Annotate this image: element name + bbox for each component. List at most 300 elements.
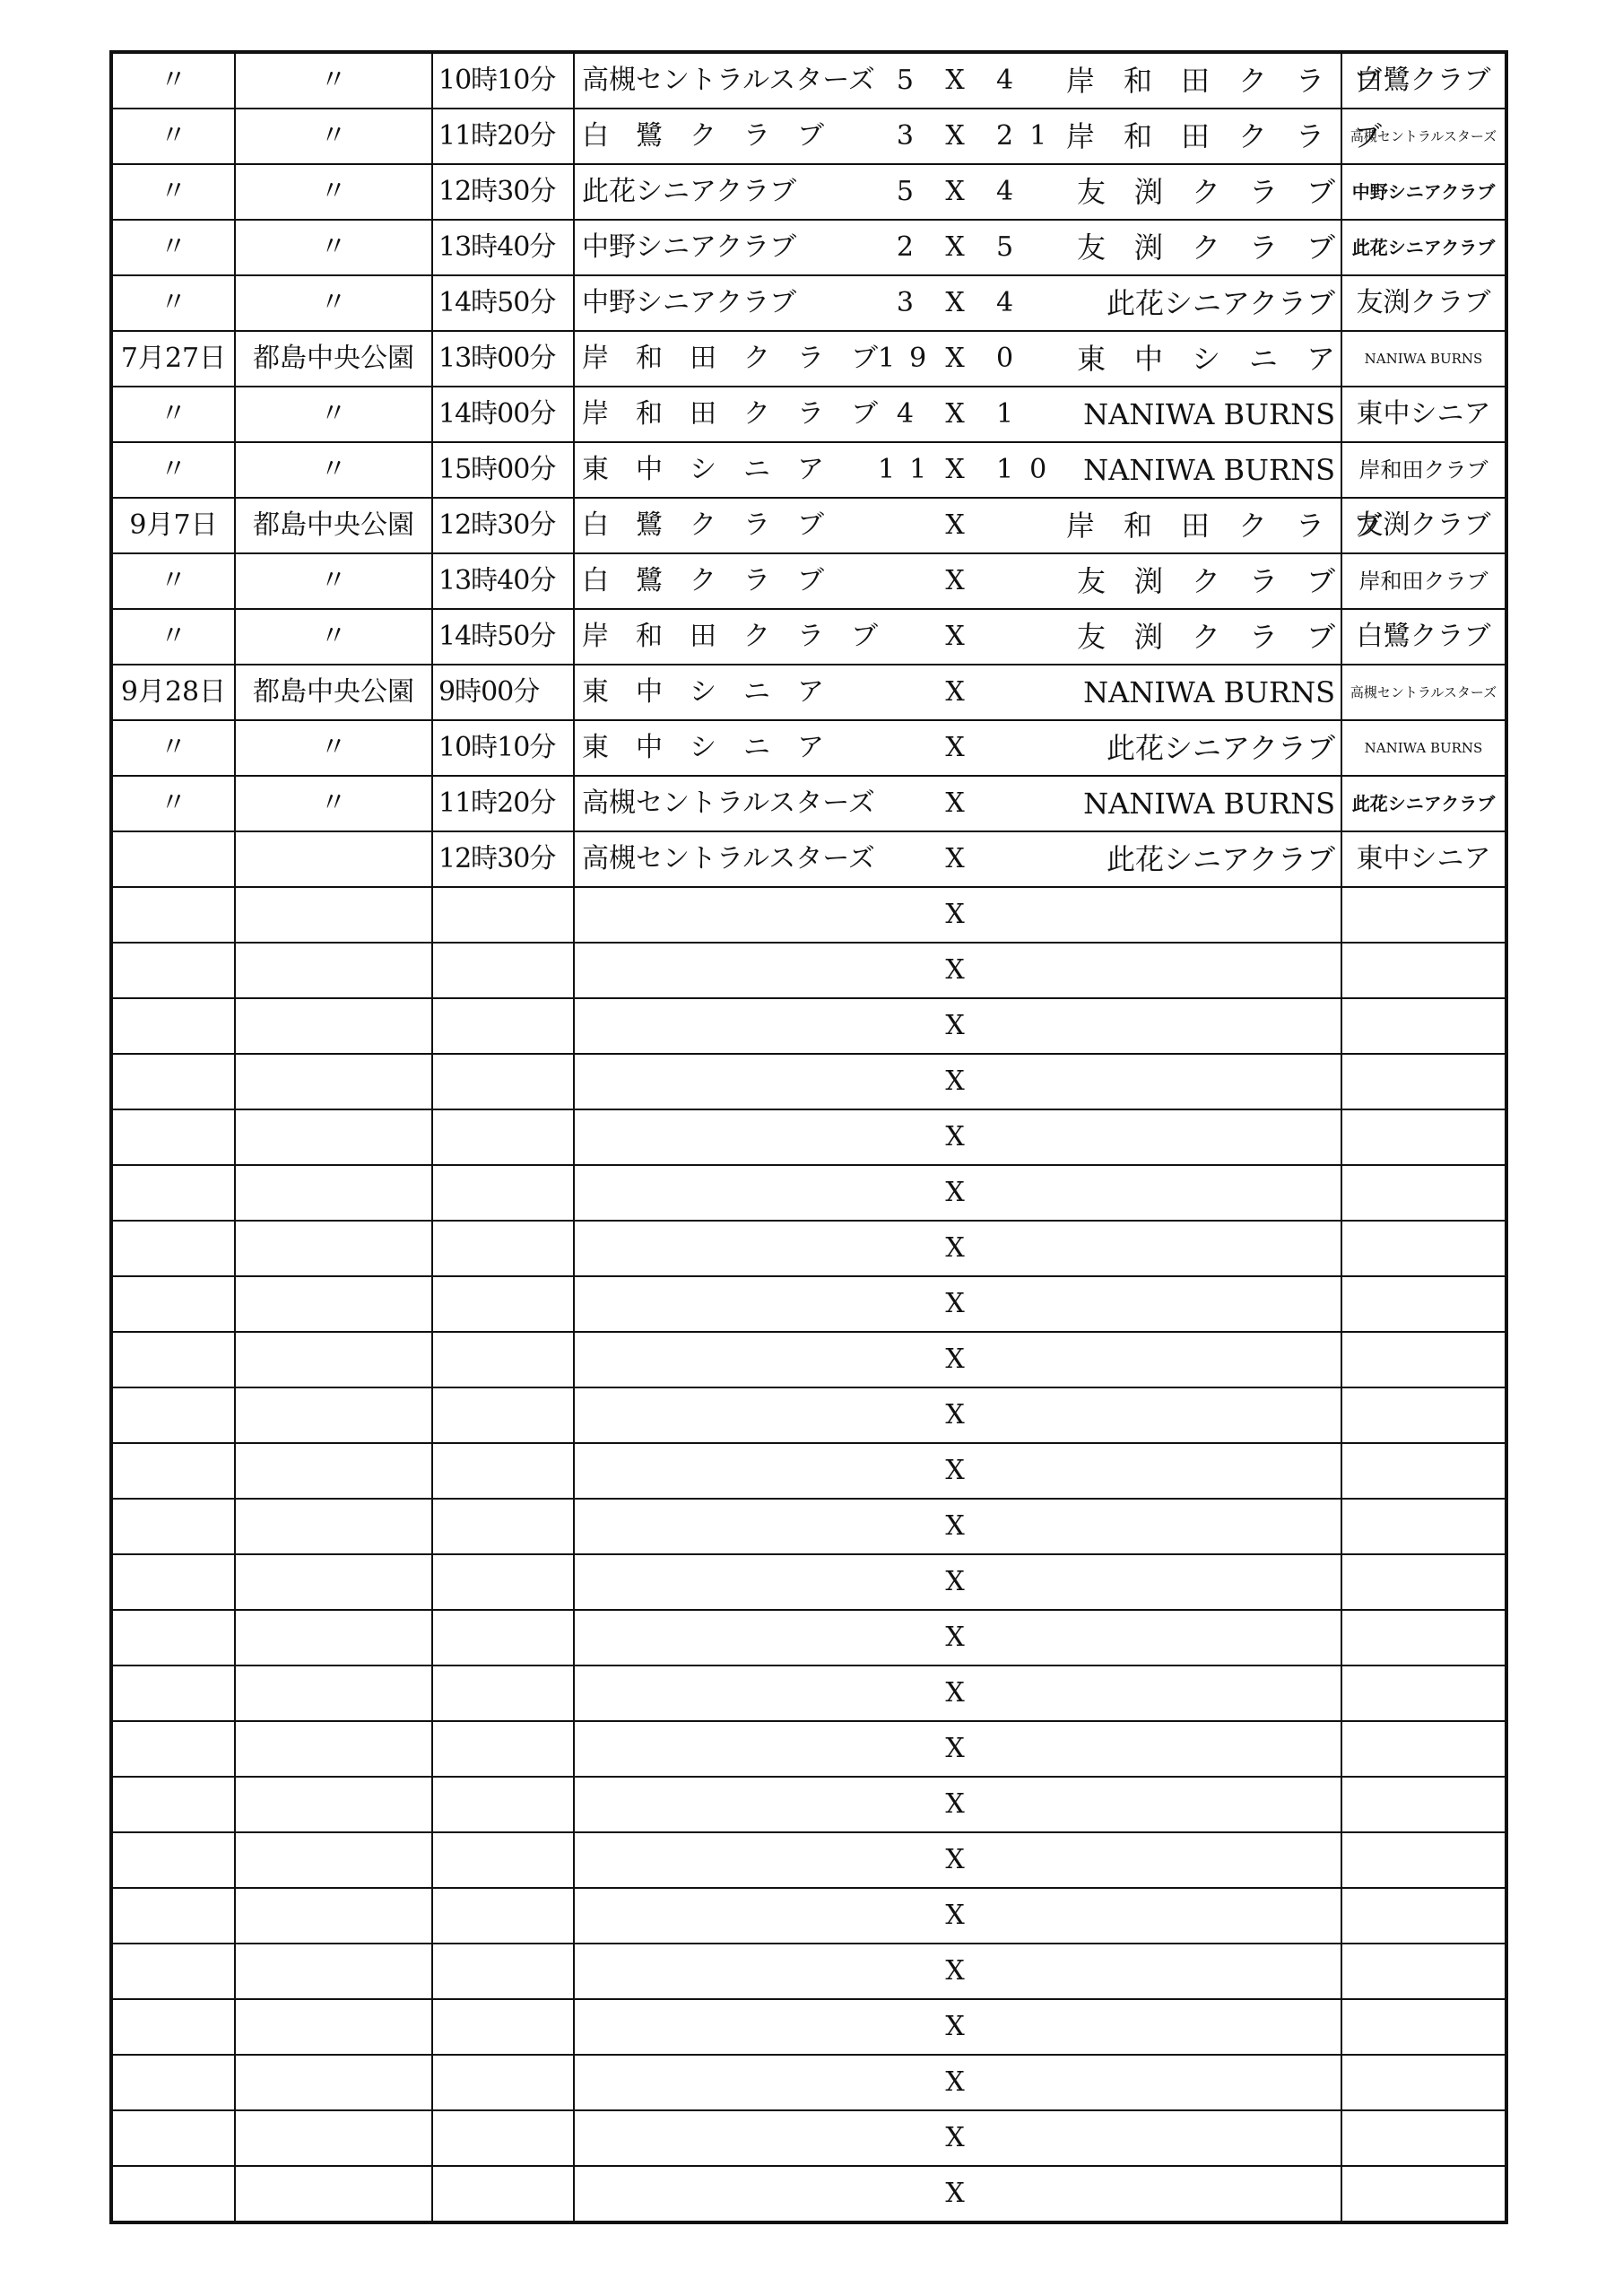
versus-mark: X bbox=[945, 1177, 965, 1208]
table-row bbox=[111, 2166, 1506, 2222]
away-team: NANIWA BURNS bbox=[1083, 675, 1335, 709]
time-cell: 14時50分 bbox=[432, 275, 574, 331]
time-cell: 9時00分 bbox=[432, 665, 574, 720]
venue-cell: 都島中央公園 bbox=[235, 498, 432, 553]
time-cell: 11時20分 bbox=[432, 109, 574, 164]
away-team: NANIWA BURNS bbox=[1083, 787, 1335, 821]
away-team: 此花シニアクラブ bbox=[1106, 731, 1335, 765]
match-cell bbox=[574, 331, 1341, 387]
away-score: 1 bbox=[996, 398, 1030, 430]
home-team: 高槻セントラルスターズ bbox=[582, 787, 875, 819]
time-cell bbox=[432, 1499, 574, 1554]
table-row bbox=[111, 1888, 1506, 1944]
referee-cell: NANIWA BURNS bbox=[1341, 331, 1506, 387]
table-row bbox=[111, 720, 1506, 776]
referee-cell bbox=[1341, 1777, 1506, 1832]
referee-cell bbox=[1341, 1499, 1506, 1554]
home-team: 岸 和 田 ク ラ ブ bbox=[582, 343, 878, 374]
referee-cell: 高槻セントラルスターズ bbox=[1341, 109, 1506, 164]
date-cell: 〃 bbox=[111, 776, 235, 831]
time-cell: 14時00分 bbox=[432, 387, 574, 442]
table-row bbox=[111, 887, 1506, 943]
date-cell bbox=[111, 1387, 235, 1443]
venue-cell: 都島中央公園 bbox=[235, 665, 432, 720]
match-cell bbox=[574, 498, 1383, 553]
match-cell bbox=[574, 1944, 1341, 1999]
match-cell bbox=[574, 1332, 1341, 1387]
versus-mark: X bbox=[945, 1399, 965, 1431]
time-cell: 13時40分 bbox=[432, 553, 574, 609]
referee-cell: 友渕クラブ bbox=[1341, 498, 1506, 553]
versus-mark: X bbox=[945, 1344, 965, 1375]
home-score: 4 bbox=[896, 398, 928, 430]
date-cell bbox=[111, 887, 235, 943]
venue-cell bbox=[235, 1999, 432, 2055]
versus-mark: X bbox=[945, 1121, 965, 1152]
versus-mark: X bbox=[945, 2122, 965, 2153]
date-cell bbox=[111, 1721, 235, 1777]
match-cell bbox=[574, 1109, 1341, 1165]
versus-mark: X bbox=[945, 120, 965, 152]
table-row bbox=[111, 2110, 1506, 2166]
table-row bbox=[111, 1221, 1506, 1276]
home-team: 白 鷺 ク ラ ブ bbox=[582, 120, 824, 152]
home-team: 岸 和 田 ク ラ ブ bbox=[582, 621, 878, 652]
time-cell: 12時30分 bbox=[432, 498, 574, 553]
venue-cell bbox=[235, 1554, 432, 1610]
away-team: 此花シニアクラブ bbox=[1106, 842, 1335, 876]
date-cell bbox=[111, 1332, 235, 1387]
venue-cell bbox=[235, 1777, 432, 1832]
away-team: 岸 和 田 ク ラ ブ bbox=[1066, 119, 1383, 153]
referee-cell bbox=[1341, 1610, 1506, 1665]
venue-cell bbox=[235, 1443, 432, 1499]
time-cell bbox=[432, 1944, 574, 1999]
date-cell bbox=[111, 1276, 235, 1332]
table-row bbox=[111, 1944, 1506, 1999]
referee-cell: NANIWA BURNS bbox=[1341, 720, 1506, 776]
referee-cell: 岸和田クラブ bbox=[1341, 442, 1506, 498]
match-cell bbox=[574, 1054, 1341, 1109]
referee-cell: 東中シニア bbox=[1341, 387, 1506, 442]
time-cell: 14時50分 bbox=[432, 609, 574, 665]
match-cell bbox=[574, 220, 1341, 275]
home-score: 5 bbox=[896, 176, 928, 207]
venue-cell: 〃 bbox=[235, 387, 432, 442]
home-team: 高槻セントラルスターズ bbox=[582, 843, 875, 874]
table-row bbox=[111, 1165, 1506, 1221]
referee-cell: 白鷺クラブ bbox=[1341, 52, 1506, 109]
versus-mark: X bbox=[945, 231, 965, 263]
referee-cell bbox=[1341, 1721, 1506, 1777]
away-score: 10 bbox=[996, 454, 1063, 485]
date-cell: 〃 bbox=[111, 275, 235, 331]
away-team: 友 渕 ク ラ ブ bbox=[1076, 620, 1335, 654]
table-row bbox=[111, 1832, 1506, 1888]
time-cell bbox=[432, 943, 574, 998]
time-cell bbox=[432, 1054, 574, 1109]
time-cell bbox=[432, 1221, 574, 1276]
table-row bbox=[111, 164, 1506, 220]
versus-mark: X bbox=[945, 509, 965, 541]
match-cell bbox=[574, 2055, 1341, 2110]
away-score: 21 bbox=[996, 120, 1063, 152]
away-team: 岸 和 田 ク ラ ブ bbox=[1066, 64, 1383, 98]
match-cell bbox=[574, 1610, 1341, 1665]
referee-cell bbox=[1341, 943, 1506, 998]
schedule-table bbox=[109, 50, 1508, 2224]
referee-cell bbox=[1341, 1165, 1506, 1221]
date-cell: 〃 bbox=[111, 109, 235, 164]
referee-cell bbox=[1341, 2110, 1506, 2166]
table-row bbox=[111, 998, 1506, 1054]
versus-mark: X bbox=[945, 2066, 965, 2098]
venue-cell: 〃 bbox=[235, 553, 432, 609]
versus-mark: X bbox=[945, 1288, 965, 1319]
time-cell: 11時20分 bbox=[432, 776, 574, 831]
versus-mark: X bbox=[945, 1844, 965, 1875]
versus-mark: X bbox=[945, 676, 965, 708]
table-row bbox=[111, 220, 1506, 275]
match-cell bbox=[574, 1387, 1341, 1443]
table-row bbox=[111, 1276, 1506, 1332]
table-row bbox=[111, 776, 1506, 831]
date-cell bbox=[111, 1221, 235, 1276]
referee-cell: 東中シニア bbox=[1341, 831, 1506, 887]
table-row bbox=[111, 1554, 1506, 1610]
away-score: 4 bbox=[996, 287, 1030, 318]
venue-cell: 〃 bbox=[235, 220, 432, 275]
venue-cell bbox=[235, 1109, 432, 1165]
time-cell: 13時00分 bbox=[432, 331, 574, 387]
match-cell bbox=[574, 1554, 1341, 1610]
versus-mark: X bbox=[945, 1622, 965, 1653]
table-row bbox=[111, 52, 1506, 109]
time-cell bbox=[432, 1999, 574, 2055]
versus-mark: X bbox=[945, 454, 965, 485]
time-cell bbox=[432, 1109, 574, 1165]
date-cell: 〃 bbox=[111, 52, 235, 109]
time-cell: 10時10分 bbox=[432, 720, 574, 776]
table-row bbox=[111, 1054, 1506, 1109]
venue-cell bbox=[235, 831, 432, 887]
referee-cell bbox=[1341, 887, 1506, 943]
date-cell: 〃 bbox=[111, 609, 235, 665]
match-cell bbox=[574, 1721, 1341, 1777]
versus-mark: X bbox=[945, 398, 965, 430]
table-row bbox=[111, 1721, 1506, 1777]
versus-mark: X bbox=[945, 565, 965, 596]
time-cell bbox=[432, 1387, 574, 1443]
home-team: 東 中 シ ニ ア bbox=[582, 676, 824, 708]
match-cell bbox=[574, 553, 1341, 609]
venue-cell bbox=[235, 1665, 432, 1721]
match-cell bbox=[574, 1165, 1341, 1221]
time-cell: 15時00分 bbox=[432, 442, 574, 498]
home-team: 白 鷺 ク ラ ブ bbox=[582, 509, 824, 541]
referee-cell bbox=[1341, 1832, 1506, 1888]
match-cell bbox=[574, 275, 1341, 331]
date-cell: 〃 bbox=[111, 720, 235, 776]
match-cell bbox=[574, 109, 1383, 164]
referee-cell bbox=[1341, 1554, 1506, 1610]
match-cell bbox=[574, 1443, 1341, 1499]
referee-cell bbox=[1341, 2166, 1506, 2222]
match-cell bbox=[574, 1999, 1341, 2055]
time-cell bbox=[432, 2055, 574, 2110]
referee-cell bbox=[1341, 1387, 1506, 1443]
versus-mark: X bbox=[945, 1955, 965, 1987]
venue-cell: 〃 bbox=[235, 275, 432, 331]
time-cell bbox=[432, 1276, 574, 1332]
table-row bbox=[111, 1665, 1506, 1721]
away-score: 5 bbox=[996, 231, 1030, 263]
table-row bbox=[111, 275, 1506, 331]
date-cell: 〃 bbox=[111, 220, 235, 275]
venue-cell: 〃 bbox=[235, 776, 432, 831]
match-cell bbox=[574, 776, 1341, 831]
home-team: 此花シニアクラブ bbox=[582, 176, 797, 207]
table-row bbox=[111, 1332, 1506, 1387]
match-cell bbox=[574, 1832, 1341, 1888]
time-cell bbox=[432, 1443, 574, 1499]
time-cell bbox=[432, 1610, 574, 1665]
referee-cell bbox=[1341, 1888, 1506, 1944]
away-team: 友 渕 ク ラ ブ bbox=[1076, 564, 1335, 598]
match-cell bbox=[574, 1777, 1341, 1832]
referee-cell bbox=[1341, 1109, 1506, 1165]
venue-cell bbox=[235, 1499, 432, 1554]
match-cell bbox=[574, 164, 1341, 220]
time-cell bbox=[432, 1721, 574, 1777]
match-cell bbox=[574, 609, 1341, 665]
time-cell bbox=[432, 1777, 574, 1832]
venue-cell bbox=[235, 1387, 432, 1443]
time-cell bbox=[432, 1165, 574, 1221]
versus-mark: X bbox=[945, 843, 965, 874]
match-cell bbox=[574, 2110, 1341, 2166]
away-team: 友 渕 ク ラ ブ bbox=[1076, 175, 1335, 209]
match-cell bbox=[574, 831, 1341, 887]
date-cell bbox=[111, 1109, 235, 1165]
match-cell bbox=[574, 943, 1341, 998]
time-cell bbox=[432, 1554, 574, 1610]
table-row bbox=[111, 831, 1506, 887]
referee-cell bbox=[1341, 1665, 1506, 1721]
table-row bbox=[111, 442, 1506, 498]
referee-cell bbox=[1341, 1944, 1506, 1999]
date-cell bbox=[111, 1999, 235, 2055]
match-cell bbox=[574, 387, 1341, 442]
date-cell bbox=[111, 1610, 235, 1665]
match-cell bbox=[574, 1665, 1341, 1721]
date-cell: 〃 bbox=[111, 442, 235, 498]
table-row bbox=[111, 665, 1506, 720]
away-team: NANIWA BURNS bbox=[1083, 397, 1335, 431]
referee-cell bbox=[1341, 998, 1506, 1054]
date-cell bbox=[111, 998, 235, 1054]
match-cell bbox=[574, 998, 1341, 1054]
date-cell bbox=[111, 1777, 235, 1832]
table-row bbox=[111, 331, 1506, 387]
time-cell bbox=[432, 1665, 574, 1721]
versus-mark: X bbox=[945, 1065, 965, 1097]
versus-mark: X bbox=[945, 1788, 965, 1820]
table-row bbox=[111, 109, 1506, 164]
time-cell: 10時10分 bbox=[432, 52, 574, 109]
date-cell bbox=[111, 1944, 235, 1999]
match-cell bbox=[574, 1221, 1341, 1276]
venue-cell bbox=[235, 998, 432, 1054]
versus-mark: X bbox=[945, 2011, 965, 2042]
versus-mark: X bbox=[945, 1232, 965, 1264]
date-cell bbox=[111, 831, 235, 887]
home-score: 2 bbox=[896, 231, 928, 263]
venue-cell: 〃 bbox=[235, 609, 432, 665]
table-row bbox=[111, 1443, 1506, 1499]
versus-mark: X bbox=[945, 954, 965, 986]
away-score: 4 bbox=[996, 65, 1030, 96]
date-cell: 〃 bbox=[111, 387, 235, 442]
venue-cell: 都島中央公園 bbox=[235, 331, 432, 387]
versus-mark: X bbox=[945, 1733, 965, 1764]
time-cell bbox=[432, 2166, 574, 2222]
time-cell: 12時30分 bbox=[432, 831, 574, 887]
venue-cell bbox=[235, 1276, 432, 1332]
match-cell bbox=[574, 1276, 1341, 1332]
versus-mark: X bbox=[945, 1510, 965, 1542]
table-row bbox=[111, 553, 1506, 609]
venue-cell: 〃 bbox=[235, 52, 432, 109]
match-cell bbox=[574, 442, 1341, 498]
away-score: 4 bbox=[996, 176, 1030, 207]
date-cell bbox=[111, 1832, 235, 1888]
versus-mark: X bbox=[945, 343, 965, 374]
versus-mark: X bbox=[945, 1677, 965, 1709]
versus-mark: X bbox=[945, 1566, 965, 1597]
table-row bbox=[111, 1777, 1506, 1832]
venue-cell bbox=[235, 1888, 432, 1944]
home-score: 3 bbox=[896, 120, 928, 152]
referee-cell: 岸和田クラブ bbox=[1341, 553, 1506, 609]
date-cell: 7月27日 bbox=[111, 331, 235, 387]
versus-mark: X bbox=[945, 1010, 965, 1041]
venue-cell bbox=[235, 1721, 432, 1777]
table-row bbox=[111, 1999, 1506, 2055]
versus-mark: X bbox=[945, 287, 965, 318]
home-score: 19 bbox=[878, 343, 942, 374]
venue-cell: 〃 bbox=[235, 720, 432, 776]
venue-cell bbox=[235, 1832, 432, 1888]
venue-cell bbox=[235, 1944, 432, 1999]
venue-cell bbox=[235, 887, 432, 943]
date-cell bbox=[111, 1888, 235, 1944]
table-row bbox=[111, 498, 1506, 553]
venue-cell bbox=[235, 1332, 432, 1387]
versus-mark: X bbox=[945, 787, 965, 819]
away-team: 岸 和 田 ク ラ ブ bbox=[1066, 509, 1383, 543]
away-team: 東 中 シ ニ ア bbox=[1076, 342, 1335, 376]
home-score: 11 bbox=[878, 454, 942, 485]
home-team: 白 鷺 ク ラ ブ bbox=[582, 565, 824, 596]
venue-cell bbox=[235, 2110, 432, 2166]
venue-cell bbox=[235, 1054, 432, 1109]
referee-cell bbox=[1341, 1221, 1506, 1276]
venue-cell bbox=[235, 943, 432, 998]
home-team: 中野シニアクラブ bbox=[582, 287, 797, 318]
time-cell: 13時40分 bbox=[432, 220, 574, 275]
match-cell bbox=[574, 887, 1341, 943]
match-cell bbox=[574, 665, 1341, 720]
date-cell bbox=[111, 1443, 235, 1499]
referee-cell: 白鷺クラブ bbox=[1341, 609, 1506, 665]
schedule-table-body bbox=[111, 52, 1506, 2222]
versus-mark: X bbox=[945, 65, 965, 96]
date-cell: 9月7日 bbox=[111, 498, 235, 553]
date-cell bbox=[111, 1054, 235, 1109]
home-team: 東 中 シ ニ ア bbox=[582, 732, 824, 763]
date-cell bbox=[111, 943, 235, 998]
table-row bbox=[111, 609, 1506, 665]
versus-mark: X bbox=[945, 621, 965, 652]
referee-cell: 高槻セントラルスターズ bbox=[1341, 665, 1506, 720]
match-cell bbox=[574, 720, 1341, 776]
referee-cell: 中野シニアクラブ bbox=[1341, 164, 1506, 220]
date-cell bbox=[111, 2110, 235, 2166]
venue-cell bbox=[235, 1221, 432, 1276]
table-row bbox=[111, 387, 1506, 442]
referee-cell bbox=[1341, 2055, 1506, 2110]
table-row bbox=[111, 1610, 1506, 1665]
home-team: 高槻セントラルスターズ bbox=[582, 65, 875, 96]
referee-cell bbox=[1341, 1054, 1506, 1109]
referee-cell: 此花シニアクラブ bbox=[1341, 776, 1506, 831]
date-cell bbox=[111, 1554, 235, 1610]
venue-cell bbox=[235, 1610, 432, 1665]
home-team: 岸 和 田 ク ラ ブ bbox=[582, 398, 878, 430]
referee-cell: 此花シニアクラブ bbox=[1341, 220, 1506, 275]
date-cell bbox=[111, 2166, 235, 2222]
table-row bbox=[111, 1109, 1506, 1165]
referee-cell bbox=[1341, 1999, 1506, 2055]
match-cell bbox=[574, 2166, 1341, 2222]
versus-mark: X bbox=[945, 1900, 965, 1931]
date-cell bbox=[111, 1499, 235, 1554]
table-row bbox=[111, 1499, 1506, 1554]
date-cell bbox=[111, 1665, 235, 1721]
away-team: NANIWA BURNS bbox=[1083, 453, 1335, 487]
time-cell bbox=[432, 1888, 574, 1944]
home-team: 中野シニアクラブ bbox=[582, 231, 797, 263]
away-team: 友 渕 ク ラ ブ bbox=[1076, 230, 1335, 265]
home-score: 3 bbox=[896, 287, 928, 318]
time-cell bbox=[432, 998, 574, 1054]
time-cell bbox=[432, 1332, 574, 1387]
match-cell bbox=[574, 1499, 1341, 1554]
venue-cell: 〃 bbox=[235, 442, 432, 498]
date-cell: 〃 bbox=[111, 553, 235, 609]
venue-cell bbox=[235, 1165, 432, 1221]
versus-mark: X bbox=[945, 899, 965, 930]
referee-cell: 友渕クラブ bbox=[1341, 275, 1506, 331]
home-score: 5 bbox=[896, 65, 928, 96]
away-team: 此花シニアクラブ bbox=[1106, 286, 1335, 320]
time-cell bbox=[432, 1832, 574, 1888]
versus-mark: X bbox=[945, 732, 965, 763]
referee-cell bbox=[1341, 1332, 1506, 1387]
versus-mark: X bbox=[945, 1455, 965, 1486]
away-score: 0 bbox=[996, 343, 1030, 374]
